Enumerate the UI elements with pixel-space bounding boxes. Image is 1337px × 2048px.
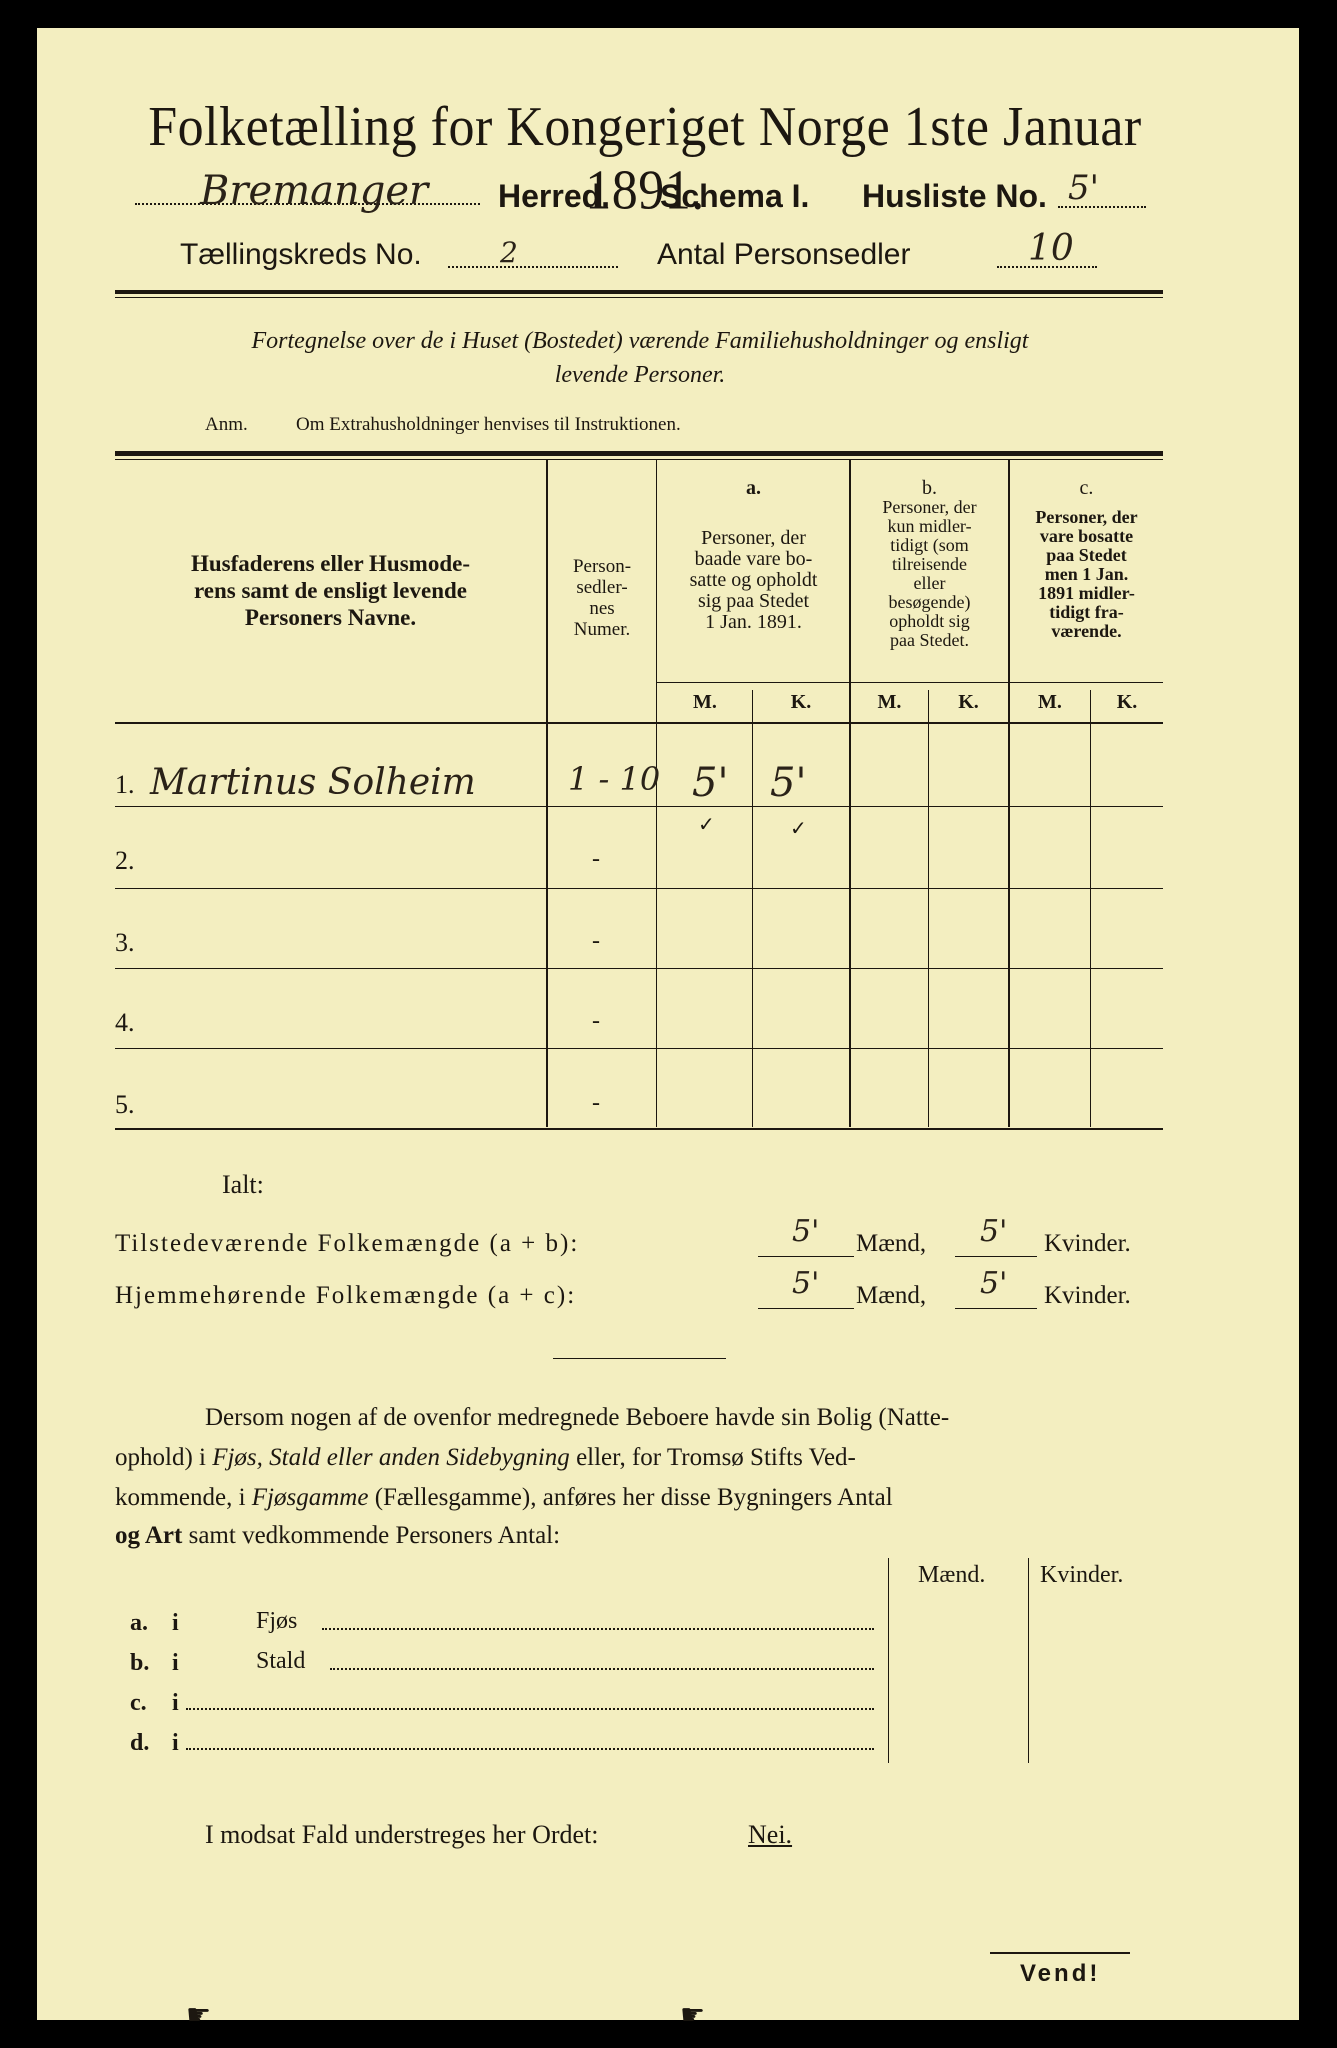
header-c: Personer, der vare bosatte paa Stedet men 1 Jan. 1891 midler- tidigt fra- værende.: [1035, 507, 1138, 641]
row-1-number: 1.: [115, 770, 135, 799]
header-b-letter: b.: [922, 477, 937, 499]
buildings-maend-header: Mænd.: [918, 1562, 986, 1588]
total-present-kvinder: Kvinder.: [1044, 1230, 1131, 1257]
row-5-number: 5.: [115, 1090, 135, 1119]
mk-top-line: [656, 682, 1163, 683]
schema-label: Schema I.: [660, 178, 810, 214]
anm-label: Anm.: [205, 414, 248, 435]
building-a-letter: a.: [130, 1610, 148, 1636]
building-a-dots: [322, 1628, 874, 1630]
row-4-sedler: -: [592, 1008, 600, 1034]
row-2-sedler: -: [592, 846, 600, 872]
header-c-k: K.: [1116, 691, 1138, 713]
header-c-letter: c.: [1079, 477, 1094, 499]
col-divider-c-mk: [1090, 690, 1091, 1127]
antal-label: Antal Personsedler: [657, 238, 911, 271]
total-present-m-line: [758, 1256, 854, 1257]
row-1-sedler: 1 - 10: [568, 760, 661, 798]
row-1-name: Martinus Solheim: [150, 762, 476, 803]
header-b-m: M.: [877, 691, 902, 713]
row-1-line: [115, 806, 1163, 807]
total-resident-m-line: [758, 1308, 854, 1309]
building-a-label: Fjøs: [256, 1608, 298, 1634]
husliste-value: 5': [1068, 168, 1099, 208]
total-present-k: 5': [980, 1214, 1008, 1249]
total-present-k-line: [955, 1256, 1037, 1257]
buildings-divider-2: [1028, 1558, 1029, 1763]
total-resident-kvinder: Kvinder.: [1044, 1282, 1131, 1309]
row-1-a-k: 5': [770, 760, 807, 806]
building-d-dots: [186, 1748, 874, 1750]
vend-rule: [990, 1952, 1130, 1954]
building-d-i: i: [172, 1730, 179, 1756]
row-3-number: 3.: [115, 928, 135, 957]
building-c-letter: c.: [130, 1690, 147, 1716]
buildings-kvinder-header: Kvinder.: [1040, 1562, 1124, 1588]
checkmark-icon: ✓: [698, 814, 715, 836]
building-b-i: i: [172, 1650, 179, 1676]
table-top-rule-thin: [115, 459, 1163, 460]
kreds-label: Tællingskreds No.: [180, 238, 422, 271]
building-c-dots: [186, 1708, 874, 1710]
header-a-k: K.: [790, 691, 812, 713]
nei-text: I modsat Fald understreges her Ordet:: [205, 1820, 599, 1849]
header-a-letter: a.: [746, 477, 761, 499]
total-resident-maend: Mænd,: [856, 1282, 927, 1309]
header-b: Personer, der kun midler- tidigt (som tilreisende eller besøgende) opholdt sig paa Stedet.: [882, 497, 977, 650]
hand-pointer-icon: ☛: [186, 2000, 212, 2031]
header-b-k: K.: [958, 691, 979, 713]
total-resident-k: 5': [980, 1266, 1008, 1301]
kreds-value: 2: [500, 236, 518, 269]
row-4-number: 4.: [115, 1008, 135, 1037]
paragraph-line4: og Art samt vedkommende Personers Antal:: [115, 1522, 561, 1549]
building-c-i: i: [172, 1690, 179, 1716]
herred-label: Herred.: [498, 178, 611, 214]
row-4-line: [115, 1048, 1163, 1049]
header-names: Husfaderens eller Husmode- rens samt de ensligt levende Personers Navne.: [191, 551, 470, 630]
total-present-m: 5': [792, 1214, 820, 1249]
total-resident-label: Hjemmehørende Folkemængde (a + c):: [115, 1282, 577, 1309]
form-title: Folketælling for Kongeriget Norge 1ste Januar 1891.: [148, 96, 1142, 222]
building-d-letter: d.: [130, 1730, 150, 1756]
building-b-dots: [330, 1668, 874, 1670]
header-rule: [115, 290, 1163, 294]
nei-word: Nei.: [748, 1820, 793, 1849]
subtitle-line1: Fortegnelse over de i Huset (Bostedet) værende Familiehusholdninger og ensligt: [251, 328, 1029, 354]
ialt-label: Ialt:: [222, 1170, 264, 1199]
paragraph-line1: Dersom nogen af de ovenfor medregnede Beboere havde sin Bolig (Natte-: [205, 1404, 950, 1431]
anm-text: Om Extrahusholdninger henvises til Instruktionen.: [296, 414, 681, 435]
paragraph-line3: kommende, i Fjøsgamme (Fællesgamme), anføres her disse Bygningers Antal: [115, 1484, 893, 1511]
herred-value: Bremanger: [200, 168, 429, 214]
header-number: Person- sedler- nes Numer.: [572, 556, 632, 640]
row-5-sedler: -: [592, 1090, 600, 1116]
census-form: [37, 28, 1299, 2020]
table-bottom-rule: [115, 1128, 1163, 1130]
building-b-label: Stald: [256, 1648, 306, 1674]
antal-value: 10: [1028, 228, 1074, 269]
total-resident-k-line: [955, 1308, 1037, 1309]
building-a-i: i: [172, 1610, 179, 1636]
husliste-label: Husliste No.: [862, 178, 1047, 214]
total-present-maend: Mænd,: [856, 1230, 927, 1257]
buildings-divider-1: [888, 1558, 889, 1763]
row-3-sedler: -: [592, 928, 600, 954]
table-top-rule: [115, 451, 1163, 456]
header-bottom-rule: [115, 722, 1163, 724]
kreds-dotted-line: [448, 266, 618, 268]
col-divider-a-mk: [752, 690, 753, 1127]
total-resident-m: 5': [792, 1266, 820, 1301]
row-2-line: [115, 888, 1163, 889]
total-present-label: Tilstedeværende Folkemængde (a + b):: [115, 1230, 580, 1257]
header-c-m: M.: [1038, 691, 1062, 713]
building-b-letter: b.: [130, 1650, 150, 1676]
paragraph-line2: ophold) i Fjøs, Stald eller anden Sidebygning eller, for Tromsø Stifts Ved-: [115, 1444, 856, 1471]
vend-text: Vend!: [1020, 1960, 1101, 1987]
section-divider: [553, 1358, 726, 1359]
header-a: Personer, der baade vare bo- satte og opholdt sig paa Stedet 1 Jan. 1891.: [689, 527, 818, 633]
hand-pointer-icon: ☛: [680, 2000, 706, 2031]
row-1-a-m: 5': [692, 760, 729, 806]
col-divider-b-mk: [928, 690, 929, 1127]
header-a-m: M.: [693, 691, 717, 713]
subtitle-line2: levende Personer.: [554, 362, 726, 388]
checkmark-icon: ✓: [790, 818, 807, 840]
row-2-number: 2.: [115, 846, 135, 875]
row-3-line: [115, 968, 1163, 969]
header-rule-thin: [115, 297, 1163, 298]
